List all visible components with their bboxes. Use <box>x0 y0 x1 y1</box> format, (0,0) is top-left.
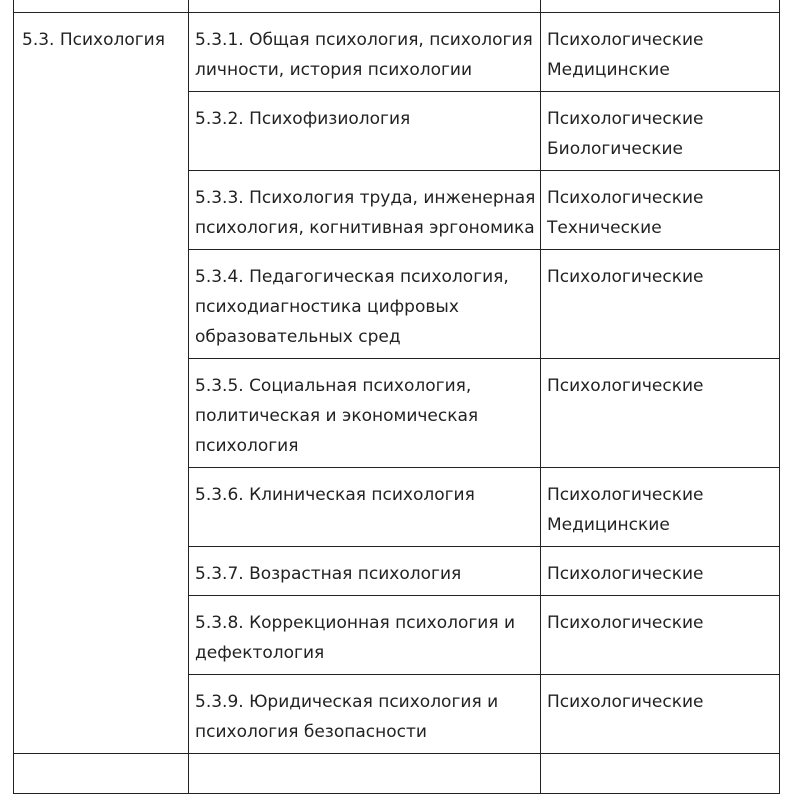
specialty-text-line: личности, история психологии <box>195 60 473 80</box>
table-row <box>14 13 780 92</box>
specialty-text-line: политическая и экономическая <box>195 406 479 426</box>
specialties-table <box>13 0 780 794</box>
table-cell <box>189 754 541 794</box>
specialty-text-line: 5.3.8. Коррекционная психология и <box>195 613 516 633</box>
science-branch: Психологические <box>547 692 704 712</box>
specialty-text-line: психодиагностика цифровых <box>195 297 459 317</box>
sciences-cell <box>541 171 780 250</box>
sciences-cell <box>541 359 780 468</box>
specialty-text-line: 5.3.3. Психология труда, инженерная <box>195 188 536 208</box>
science-branch: Биологические <box>547 139 683 159</box>
science-branch: Психологические <box>547 564 704 584</box>
specialty-text-line: психология безопасности <box>195 722 427 742</box>
science-branch: Психологические <box>547 376 704 396</box>
science-branch: Психологические <box>547 613 704 633</box>
science-branch: Психологические <box>547 30 704 50</box>
science-branch: Технические <box>547 218 662 238</box>
specialty-cell <box>189 359 541 468</box>
sciences-cell <box>541 596 780 675</box>
specialty-cell <box>189 92 541 171</box>
specialty-text-line: 5.3.5. Социальная психология, <box>195 376 472 396</box>
specialty-cell <box>189 547 541 596</box>
science-branch: Психологические <box>547 188 704 208</box>
specialty-cell <box>189 13 541 92</box>
specialty-text-line: 5.3.2. Психофизиология <box>195 109 411 129</box>
specialty-cell <box>189 250 541 359</box>
specialty-text-line: психология <box>195 436 299 456</box>
specialty-text-line: 5.3.9. Юридическая психология и <box>195 692 499 712</box>
sciences-cell <box>541 92 780 171</box>
table-cell <box>541 0 780 13</box>
sciences-cell <box>541 547 780 596</box>
science-branch: Психологические <box>547 485 704 505</box>
specialty-cell <box>189 596 541 675</box>
table-cell <box>541 754 780 794</box>
science-branch: Медицинские <box>547 515 670 535</box>
specialties-table-container <box>13 0 780 794</box>
specialty-text-line: 5.3.1. Общая психология, психология <box>195 30 533 50</box>
specialty-text-line: 5.3.6. Клиническая психология <box>195 485 475 505</box>
specialty-cell <box>189 468 541 547</box>
specialty-text-line: 5.3.7. Возрастная психология <box>195 564 462 584</box>
sciences-cell <box>541 468 780 547</box>
specialty-text-line: образовательных сред <box>195 327 401 347</box>
science-branch: Психологические <box>547 267 704 287</box>
specialty-cell <box>189 675 541 754</box>
table-row-next <box>14 754 780 794</box>
science-branch: Медицинские <box>547 60 670 80</box>
table-cell <box>189 0 541 13</box>
group-cell <box>14 13 189 754</box>
table-cell <box>14 754 189 794</box>
sciences-cell <box>541 675 780 754</box>
specialty-text-line: 5.3.4. Педагогическая психология, <box>195 267 509 287</box>
specialty-text-line: дефектология <box>195 643 325 663</box>
table-body <box>14 0 780 794</box>
specialty-cell <box>189 171 541 250</box>
sciences-cell <box>541 250 780 359</box>
specialty-text-line: психология, когнитивная эргономика <box>195 218 535 238</box>
sciences-cell <box>541 13 780 92</box>
table-row-previous <box>14 0 780 13</box>
science-branch: Психологические <box>547 109 704 129</box>
table-cell <box>14 0 189 13</box>
group-label: 5.3. Психология <box>22 30 165 50</box>
